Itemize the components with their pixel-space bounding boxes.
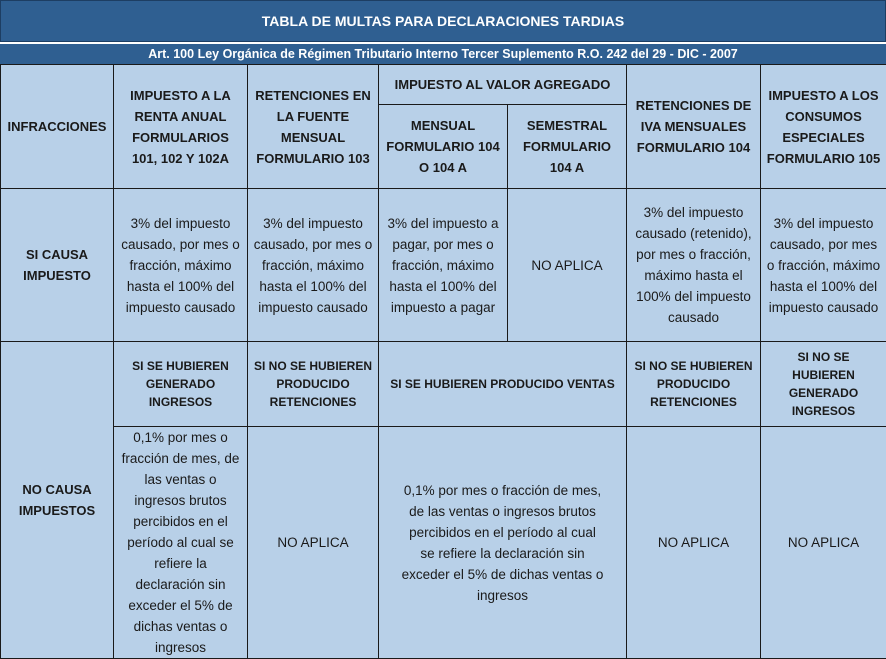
row-no-causa-conditions <box>1 342 886 427</box>
no-causa-condition-iva: SI SE HUBIEREN PRODUCIDO VENTAS <box>379 342 627 427</box>
no-causa-retenciones-iva: NO APLICA <box>627 427 761 659</box>
fines-table <box>0 64 886 659</box>
header-retenciones-fuente: RETENCIONES EN LA FUENTE MENSUAL FORMULARIO 103 <box>248 65 379 189</box>
si-causa-iva-semestral: NO APLICA <box>508 189 627 342</box>
si-causa-ice: 3% del impuesto causado, por mes o fracción, máximo hasta el 100% del impuesto causado <box>761 189 886 342</box>
no-causa-condition-ice: SI NO SE HUBIEREN GENERADO INGRESOS <box>761 342 886 427</box>
header-ice: IMPUESTO A LOS CONSUMOS ESPECIALES FORMULARIO 105 <box>761 65 886 189</box>
row-si-causa <box>1 189 886 342</box>
no-causa-iva: 0,1% por mes o fracción de mes, de las ventas o ingresos brutos percibidos en el período al cual se refiere la declaración sin exceder el 5% de dichas ventas o ingresos <box>379 427 627 659</box>
header-iva-mensual: MENSUAL FORMULARIO 104 O 104 A <box>379 105 508 189</box>
row-label-no-causa: NO CAUSA IMPUESTOS <box>1 342 114 659</box>
table-subtitle: Art. 100 Ley Orgánica de Régimen Tributario Interno Tercer Suplemento R.O. 242 del 29 - DIC - 2007 <box>0 42 886 64</box>
no-causa-condition-renta: SI SE HUBIEREN GENERADO INGRESOS <box>114 342 248 427</box>
row-label-si-causa: SI CAUSA IMPUESTO <box>1 189 114 342</box>
no-causa-condition-retenciones-iva: SI NO SE HUBIEREN PRODUCIDO RETENCIONES <box>627 342 761 427</box>
header-row-1 <box>1 65 886 105</box>
header-renta: IMPUESTO A LA RENTA ANUAL FORMULARIOS 101, 102 Y 102A <box>114 65 248 189</box>
header-retenciones-iva: RETENCIONES DE IVA MENSUALES FORMULARIO 104 <box>627 65 761 189</box>
no-causa-retenciones-fuente: NO APLICA <box>248 427 379 659</box>
table-title: TABLA DE MULTAS PARA DECLARACIONES TARDIAS <box>0 0 886 42</box>
row-no-causa-values <box>1 427 886 659</box>
header-infracciones: INFRACCIONES <box>1 65 114 189</box>
header-iva-semestral: SEMESTRAL FORMULARIO 104 A <box>508 105 627 189</box>
si-causa-retenciones-fuente: 3% del impuesto causado, por mes o fracción, máximo hasta el 100% del impuesto causado <box>248 189 379 342</box>
no-causa-renta: 0,1% por mes o fracción de mes, de las ventas o ingresos brutos percibidos en el período al cual se refiere la declaración sin exceder el 5% de dichas ventas o ingresos <box>114 427 248 659</box>
si-causa-renta: 3% del impuesto causado, por mes o fracción, máximo hasta el 100% del impuesto causado <box>114 189 248 342</box>
no-causa-condition-retenciones-fuente: SI NO SE HUBIEREN PRODUCIDO RETENCIONES <box>248 342 379 427</box>
no-causa-ice: NO APLICA <box>761 427 886 659</box>
si-causa-iva-mensual: 3% del impuesto a pagar, por mes o fracción, máximo hasta el 100% del impuesto a pagar <box>379 189 508 342</box>
header-iva: IMPUESTO AL VALOR AGREGADO <box>379 65 627 105</box>
si-causa-retenciones-iva: 3% del impuesto causado (retenido), por mes o fracción, máximo hasta el 100% del impuesto causado <box>627 189 761 342</box>
